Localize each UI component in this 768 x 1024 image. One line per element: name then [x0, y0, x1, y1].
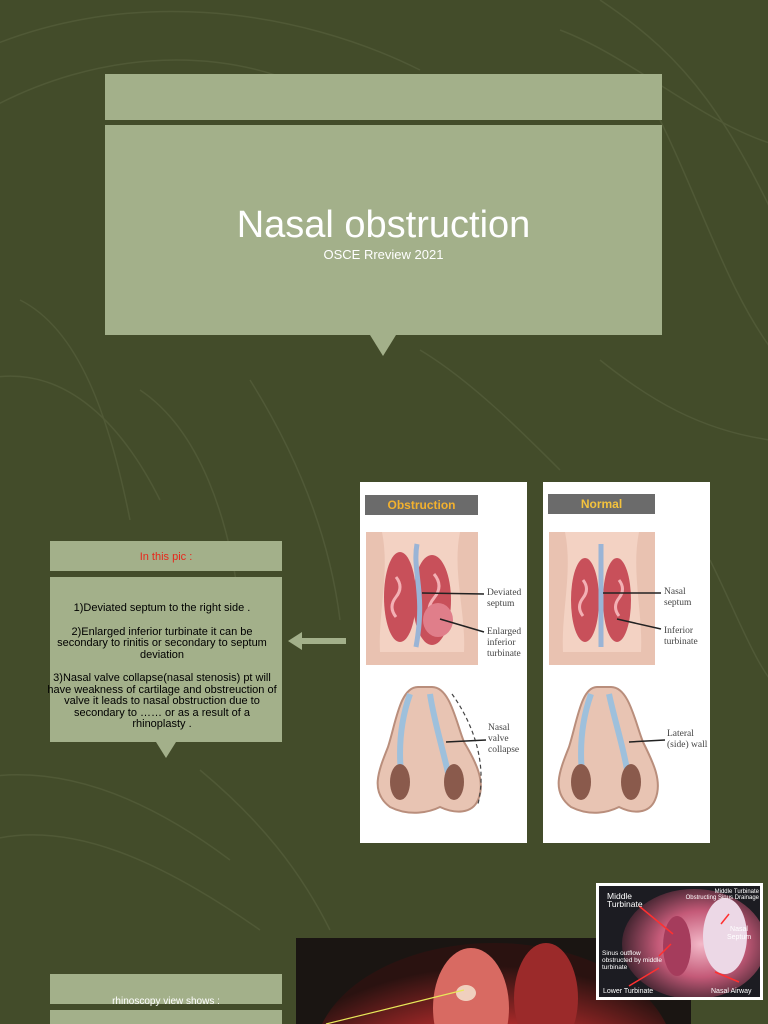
pic-box-item: 1)Deviated septum to the right side . [73, 602, 251, 614]
labeled-endoscopy-photo [596, 883, 763, 1000]
rhino-box-header [50, 974, 282, 1007]
pic-box-list [46, 603, 278, 743]
label-lateral-wall: Lateral (side) wall [667, 729, 708, 750]
title-callout-pointer [370, 335, 396, 356]
label-nasal-septum: Nasal septum [664, 587, 692, 608]
normal-nose-illustration [543, 482, 710, 843]
label-sinus-outflow: Sinus outflow obstructed by middle turbinate [602, 950, 662, 971]
label-nasal-airway: Nasal Airway [711, 988, 752, 995]
pic-box-item: 2)Enlarged inferior turbinate it can be secondary to rinitis or secondary to septum deviation [57, 625, 267, 661]
slide-subtitle: OSCE Rreview 2021 [323, 247, 444, 262]
pic-box-header-text: In this pic : [139, 551, 193, 563]
slide-title: Nasal obstruction [236, 204, 531, 246]
title-top-strip [105, 74, 662, 120]
rhino-box-body [50, 1010, 282, 1024]
label-lower-turbinate: Lower Turbinate [603, 988, 654, 995]
label-obstruct-note: Middle Turbinate Obstructing Sinus Drainage [685, 889, 759, 901]
rhino-box-header-text: rhinoscopy view shows : [112, 996, 220, 1007]
title-box [105, 125, 662, 335]
label-deviated-septum: Deviated septum [487, 588, 522, 609]
normal-diagram [543, 482, 710, 843]
obstruction-nose-illustration [360, 482, 527, 843]
label-inferior-turbinate: Inferior turbinate [664, 626, 698, 647]
pic-box-pointer [156, 742, 176, 758]
obstruction-tag: Obstruction [365, 495, 478, 515]
pic-box-body [47, 577, 282, 742]
label-nasal-septum-endo: Nasal Septum [726, 926, 752, 941]
pic-box-header [50, 541, 282, 571]
left-arrow-icon [288, 630, 348, 652]
obstruction-diagram [360, 482, 527, 843]
label-enlarged-turbinate: Enlarged inferior turbinate [487, 627, 522, 659]
pic-box-item: 3)Nasal valve collapse(nasal stenosis) pt will have weakness of cartilage and obstreuction of valve it leads to nasal obstruction due to secondary to …… or as a result of a rhinoplasty . [47, 672, 277, 730]
label-valve-collapse: Nasal valve collapse [488, 723, 520, 755]
normal-tag: Normal [548, 494, 655, 514]
label-middle-turbinate: Middle Turbinate [607, 891, 643, 909]
